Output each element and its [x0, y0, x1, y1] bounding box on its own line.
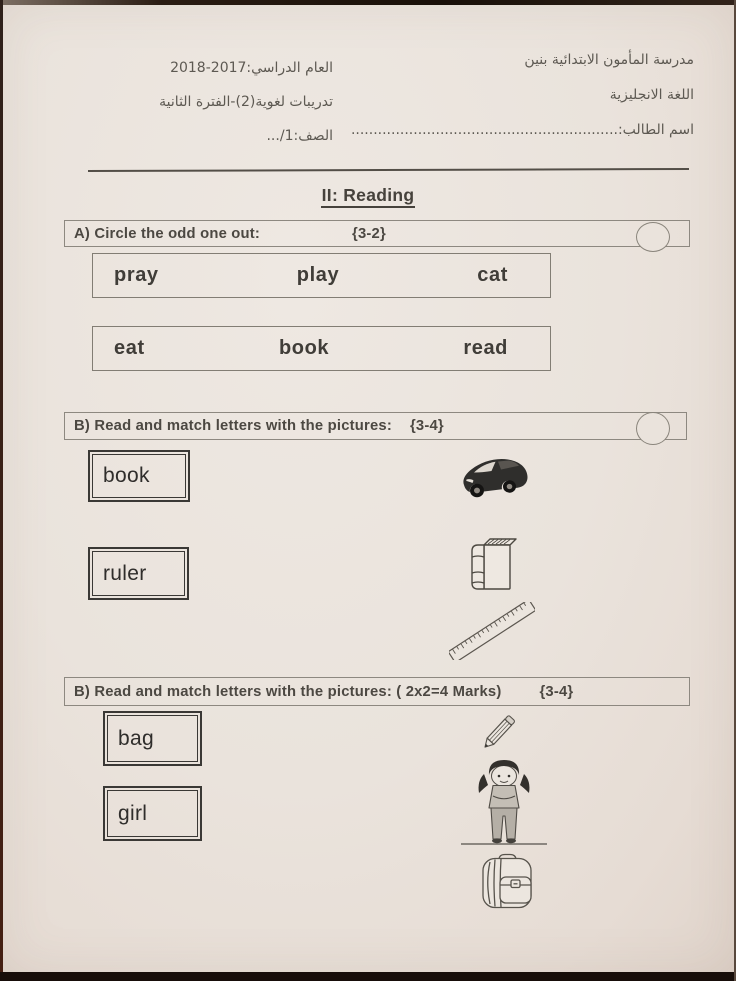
word-cell: pray [114, 264, 159, 286]
match-word-box-book [88, 450, 190, 502]
match-word-box-girl [103, 786, 202, 841]
word-cell: eat [114, 337, 145, 359]
match-word-box-ruler [88, 547, 189, 600]
match-word-label: book [92, 454, 186, 498]
grade-line: الصف:1/... [266, 128, 333, 144]
word-cell: book [278, 337, 330, 359]
subject-name: اللغة الانجليزية [609, 87, 694, 103]
word-cell: cat [477, 264, 508, 286]
page-title-row [0, 185, 736, 206]
odd-one-out-row-1 [92, 253, 551, 298]
match-word-label: bag [107, 715, 198, 762]
section-b1-bar [64, 412, 687, 440]
academic-year: العام الدراسي:2017-2018 [170, 60, 333, 76]
header-right-block [351, 50, 694, 155]
student-name-line: اسم الطالب:............................................................ [350, 122, 694, 138]
book-icon [464, 535, 518, 595]
section-a-bar [64, 220, 690, 247]
section-a-marks: {3-2} [352, 225, 386, 242]
section-b2-label: B) Read and match letters with the pictures: ( 2x2=4 Marks) [74, 683, 502, 700]
word-cell: play [296, 264, 340, 286]
exercise-type: تدريبات لغوية(2)-الفترة الثانية [159, 94, 333, 110]
pencil-icon [476, 708, 524, 754]
page-title: II: Reading [321, 185, 416, 208]
match-word-box-bag [103, 711, 202, 766]
odd-one-out-row-2 [92, 326, 551, 371]
match-word-label: girl [107, 790, 198, 837]
car-icon [457, 452, 533, 502]
section-b1-label: B) Read and match letters with the pictures: [74, 418, 392, 434]
section-b2-bar [64, 677, 690, 706]
ruler-icon [449, 602, 535, 660]
match-word-label: ruler [92, 551, 185, 596]
backpack-icon [475, 850, 539, 914]
section-b2-marks: {3-4} [539, 683, 574, 700]
section-b1-marks: {3-4} [409, 418, 444, 434]
section-a-score-circle [636, 222, 670, 252]
school-name: مدرسة المأمون الابتدائية بنين [524, 52, 694, 68]
section-a-label: A) Circle the odd one out: [74, 225, 261, 242]
header-left-block [95, 58, 333, 160]
girl-icon [458, 754, 550, 848]
section-b1-score-circle [636, 412, 670, 445]
word-cell: read [463, 337, 508, 359]
desk-edge-bottom [0, 972, 736, 981]
